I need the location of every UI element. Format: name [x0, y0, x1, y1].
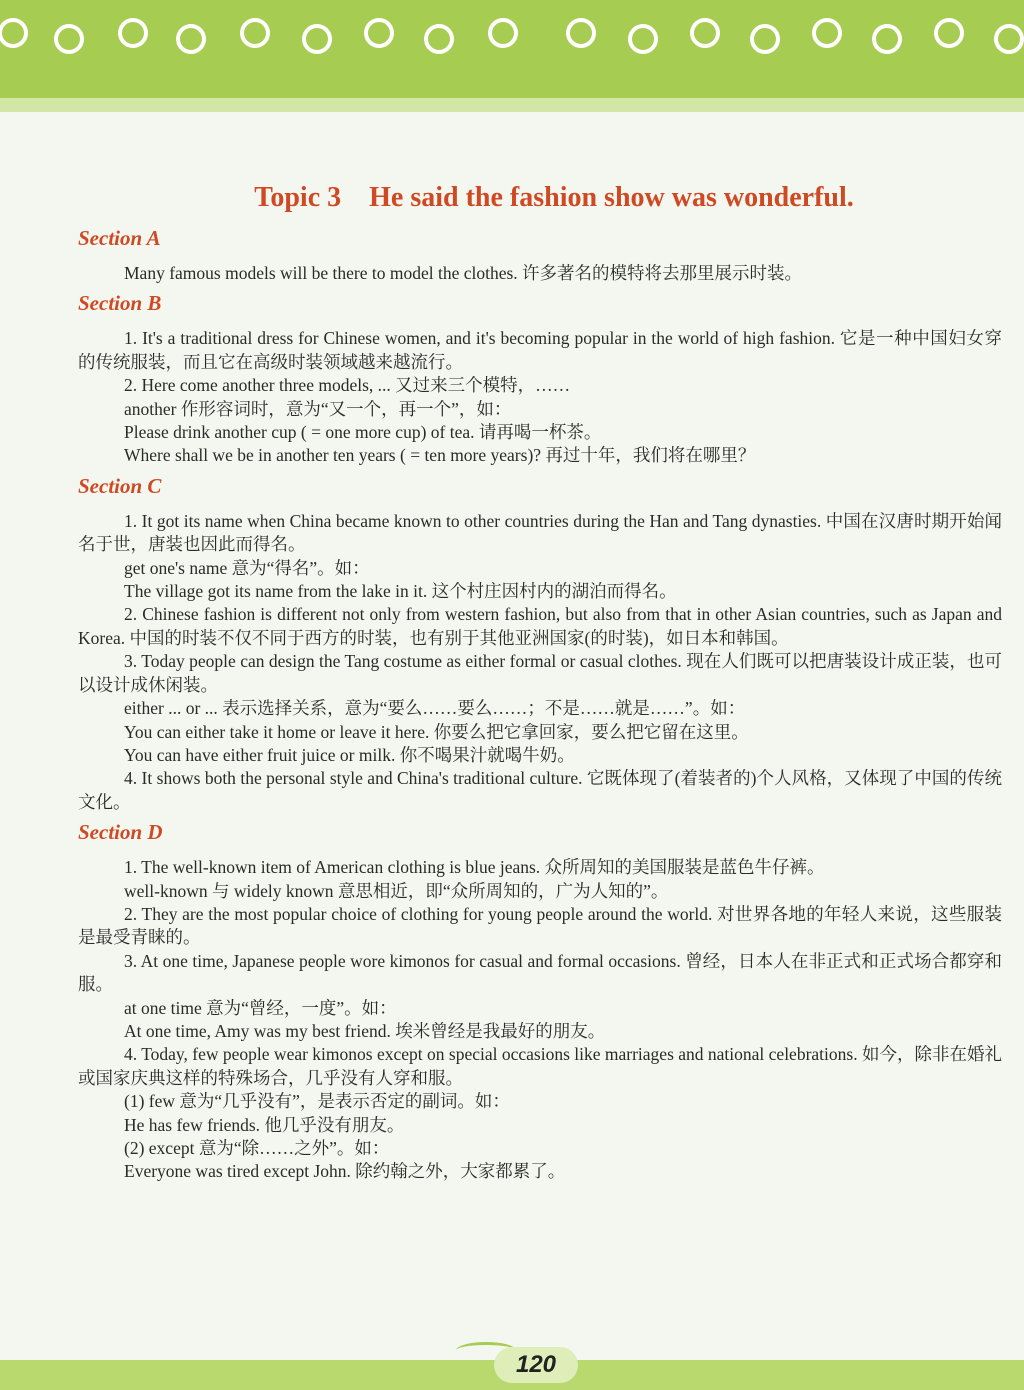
body-paragraph: He has few friends. 他几乎没有朋友。 — [124, 1114, 405, 1135]
circle-ornament — [872, 24, 902, 54]
body-paragraph: (2) except 意为“除……之外”。如： — [124, 1138, 390, 1158]
body-paragraph: either ... or ... 表示选择关系，意为“要么……要么……；不是……就是……”。如： — [124, 698, 746, 719]
circle-ornament — [54, 24, 84, 54]
body-paragraph: 2. Chinese fashion is different not only from western fashion, but also from that in other Asian countries, such as Japan and Korea. 中国的时装不仅不同于西方的时装，也有别于其他亚洲国家(的时装)，如日本和韩国。 — [78, 604, 1002, 648]
circle-ornament — [424, 24, 454, 54]
body-paragraph: 1. It got its name when China became known to other countries during the Han and Tang dynasties. 中国在汉唐时期开始闻名于世，唐装也因此而得名。 — [78, 510, 1002, 555]
body-paragraph: Many famous models will be there to model the clothes. 许多著名的模特将去那里展示时装。 — [124, 263, 803, 283]
body-paragraph: 1. The well-known item of American clothing is blue jeans. 众所周知的美国服装是蓝色牛仔裤。 — [124, 857, 825, 878]
circle-ornament — [488, 18, 518, 48]
body-paragraph: You can have either fruit juice or milk. 你不喝果汁就喝牛奶。 — [124, 744, 575, 765]
body-paragraph: 3. At one time, Japanese people wore kimonos for casual and formal occasions. 曾经，日本人在非正式和正式场合都穿和服。 — [78, 950, 1002, 995]
body-paragraph: Everyone was tired except John. 除约翰之外，大家都累了。 — [124, 1161, 566, 1182]
circle-ornament — [812, 18, 842, 48]
page-number: 120 — [494, 1347, 578, 1383]
section-heading: Section D — [78, 820, 163, 845]
circle-ornament — [240, 18, 270, 48]
body-paragraph: 1. It's a traditional dress for Chinese women, and it's becoming popular in the world of high fashion. 它是一种中国妇女穿的传统服装，而且它在高级时装领域越来越流行。 — [78, 328, 1002, 372]
circle-ornament — [690, 18, 720, 48]
body-paragraph: (1) few 意为“几乎没有”，是表示否定的副词。如： — [124, 1091, 510, 1112]
body-paragraph: at one time 意为“曾经，一度”。如： — [124, 997, 397, 1018]
section-heading: Section C — [78, 473, 162, 498]
top-decorative-band — [0, 0, 1024, 98]
circle-ornament — [176, 24, 206, 54]
circle-ornament — [628, 24, 658, 54]
circle-ornament — [934, 18, 964, 48]
circle-ornament — [750, 24, 780, 54]
body-paragraph: Where shall we be in another ten years ( = ten more years)? 再过十年，我们将在哪里？ — [124, 445, 756, 466]
body-paragraph: well-known 与 widely known 意思相近，即“众所周知的，广为人知的”。 — [124, 880, 669, 901]
top-light-stripe — [0, 98, 1024, 112]
circle-ornament — [0, 18, 28, 48]
body-paragraph: get one's name 意为“得名”。如： — [124, 557, 370, 578]
circle-ornament — [566, 18, 596, 48]
body-paragraph: Please drink another cup ( = one more cup) of tea. 请再喝一杯茶。 — [124, 422, 602, 443]
section-heading: Section B — [78, 291, 162, 316]
body-paragraph: You can either take it home or leave it here. 你要么把它拿回家，要么把它留在这里。 — [124, 721, 749, 742]
body-paragraph: 3. Today people can design the Tang costume as either formal or casual clothes. 现在人们既可以把唐装设计成正装，也可以设计成休闲装。 — [78, 651, 1002, 695]
body-paragraph: another 作形容词时，意为“又一个，再一个”，如： — [124, 398, 512, 419]
body-paragraph: At one time, Amy was my best friend. 埃米曾经是我最好的朋友。 — [124, 1020, 606, 1041]
body-paragraph: The village got its name from the lake in it. 这个村庄因村内的湖泊而得名。 — [124, 581, 677, 602]
body-paragraph: 2. They are the most popular choice of clothing for young people around the world. 对世界各地的年轻人来说，这些服装是最受青睐的。 — [78, 903, 1002, 948]
circle-ornament — [118, 18, 148, 48]
body-paragraph: 4. Today, few people wear kimonos except on special occasions like marriages and national celebrations. 如今，除非在婚礼或国家庆典这样的特殊场合，几乎没有人穿和服。 — [78, 1044, 1002, 1088]
circle-ornament — [364, 18, 394, 48]
topic-title: Topic 3 He said the fashion show was wonderful. — [254, 182, 854, 213]
circle-ornament — [302, 24, 332, 54]
circle-ornament — [994, 24, 1024, 54]
section-heading: Section A — [78, 226, 161, 250]
page-content — [78, 178, 1002, 1184]
body-paragraph: 4. It shows both the personal style and China's traditional culture. 它既体现了(着装者的)个人风格，又体现了中国的传统文化。 — [78, 768, 1002, 812]
body-paragraph: 2. Here come another three models, ... 又过来三个模特，…… — [124, 375, 571, 396]
